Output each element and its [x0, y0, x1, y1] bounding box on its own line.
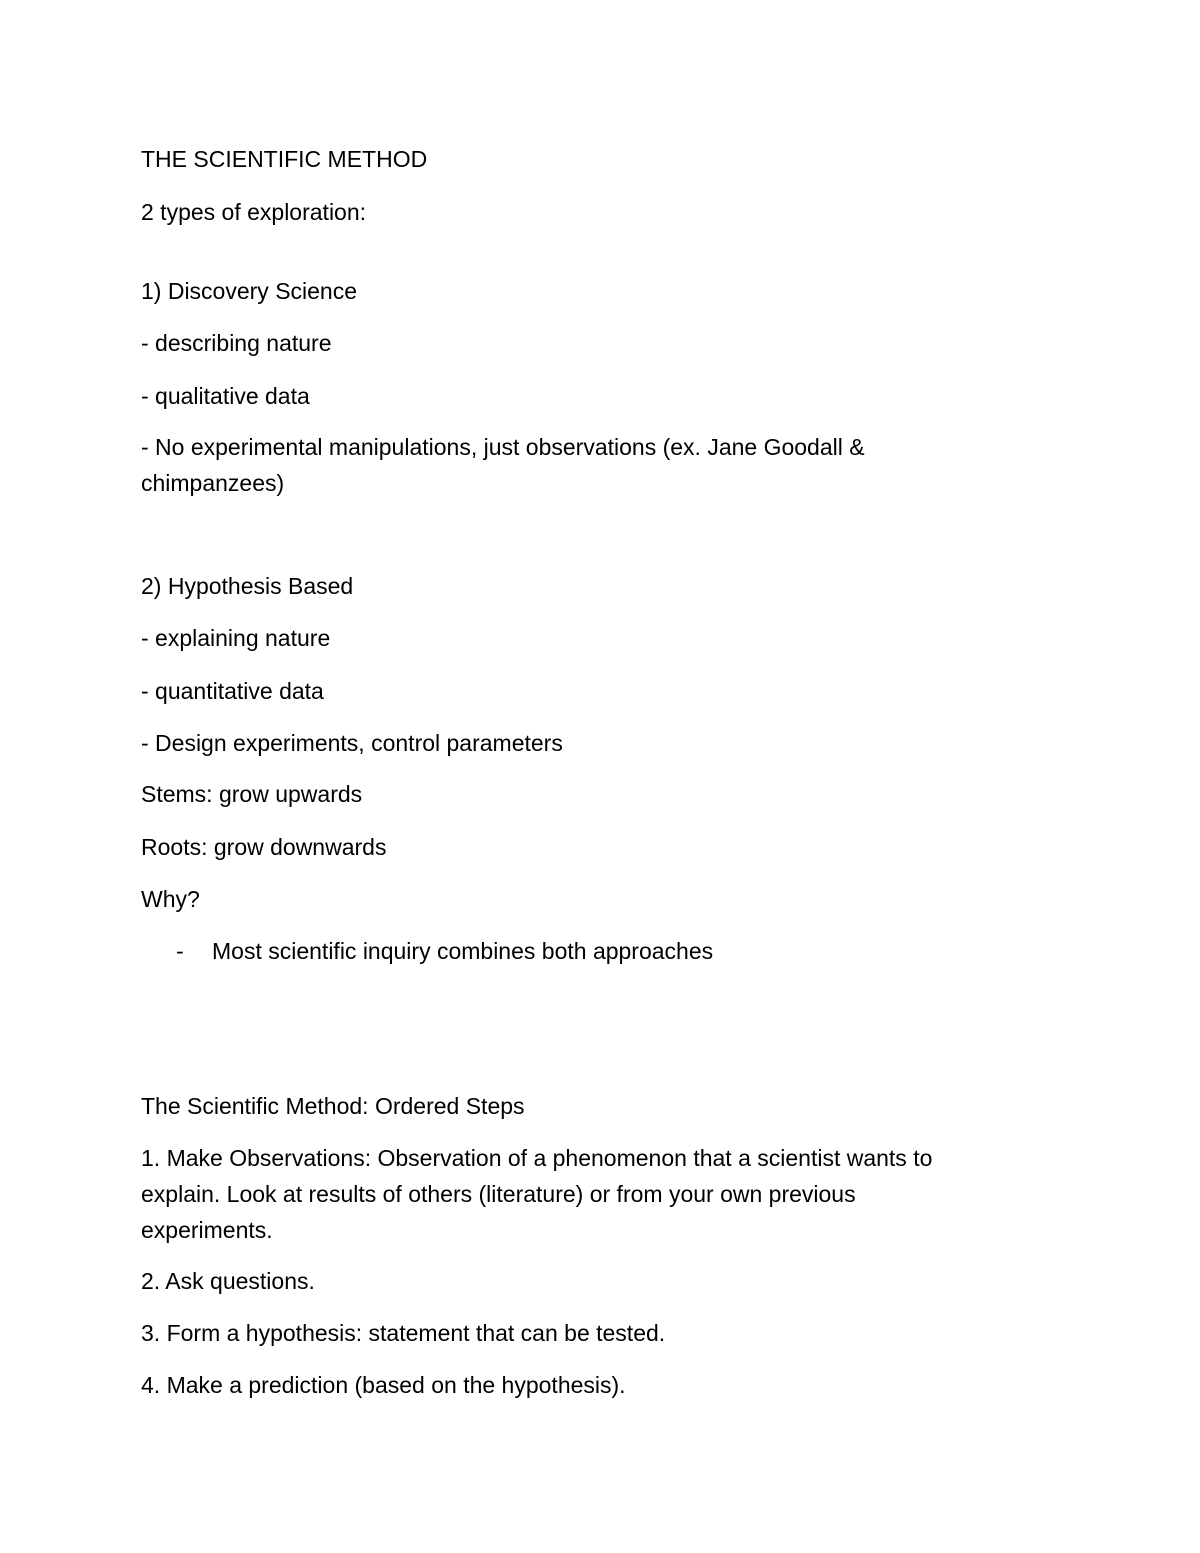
- step-3: 3. Form a hypothesis: statement that can be tested.: [141, 1320, 666, 1346]
- hypothesis-point: - explaining nature: [141, 625, 331, 651]
- discovery-heading: 1) Discovery Science: [141, 278, 358, 304]
- steps-heading: The Scientific Method: Ordered Steps: [141, 1093, 525, 1119]
- roots-line: Roots: grow downwards: [141, 834, 387, 860]
- hypothesis-heading: 2) Hypothesis Based: [141, 573, 354, 599]
- bullet-marker: -: [176, 938, 184, 964]
- why-question: Why?: [141, 886, 200, 912]
- hypothesis-point: - quantitative data: [141, 678, 324, 704]
- step-4: 4. Make a prediction (based on the hypothesis).: [141, 1372, 626, 1398]
- discovery-point: - qualitative data: [141, 383, 310, 409]
- discovery-point: - No experimental manipulations, just observations (ex. Jane Goodall &: [141, 434, 865, 460]
- page-title: THE SCIENTIFIC METHOD: [141, 146, 428, 172]
- hypothesis-point: - Design experiments, control parameters: [141, 730, 563, 756]
- discovery-point-continued: chimpanzees): [141, 470, 285, 496]
- discovery-point: - describing nature: [141, 330, 332, 356]
- intro-text: 2 types of exploration:: [141, 199, 367, 225]
- stems-line: Stems: grow upwards: [141, 781, 363, 807]
- step-1-line: 1. Make Observations: Observation of a phenomenon that a scientist wants to: [141, 1145, 933, 1171]
- step-1-line: explain. Look at results of others (literature) or from your own previous: [141, 1181, 856, 1207]
- summary-bullet-text: Most scientific inquiry combines both approaches: [212, 938, 714, 964]
- step-2: 2. Ask questions.: [141, 1268, 315, 1294]
- step-1-line: experiments.: [141, 1217, 273, 1243]
